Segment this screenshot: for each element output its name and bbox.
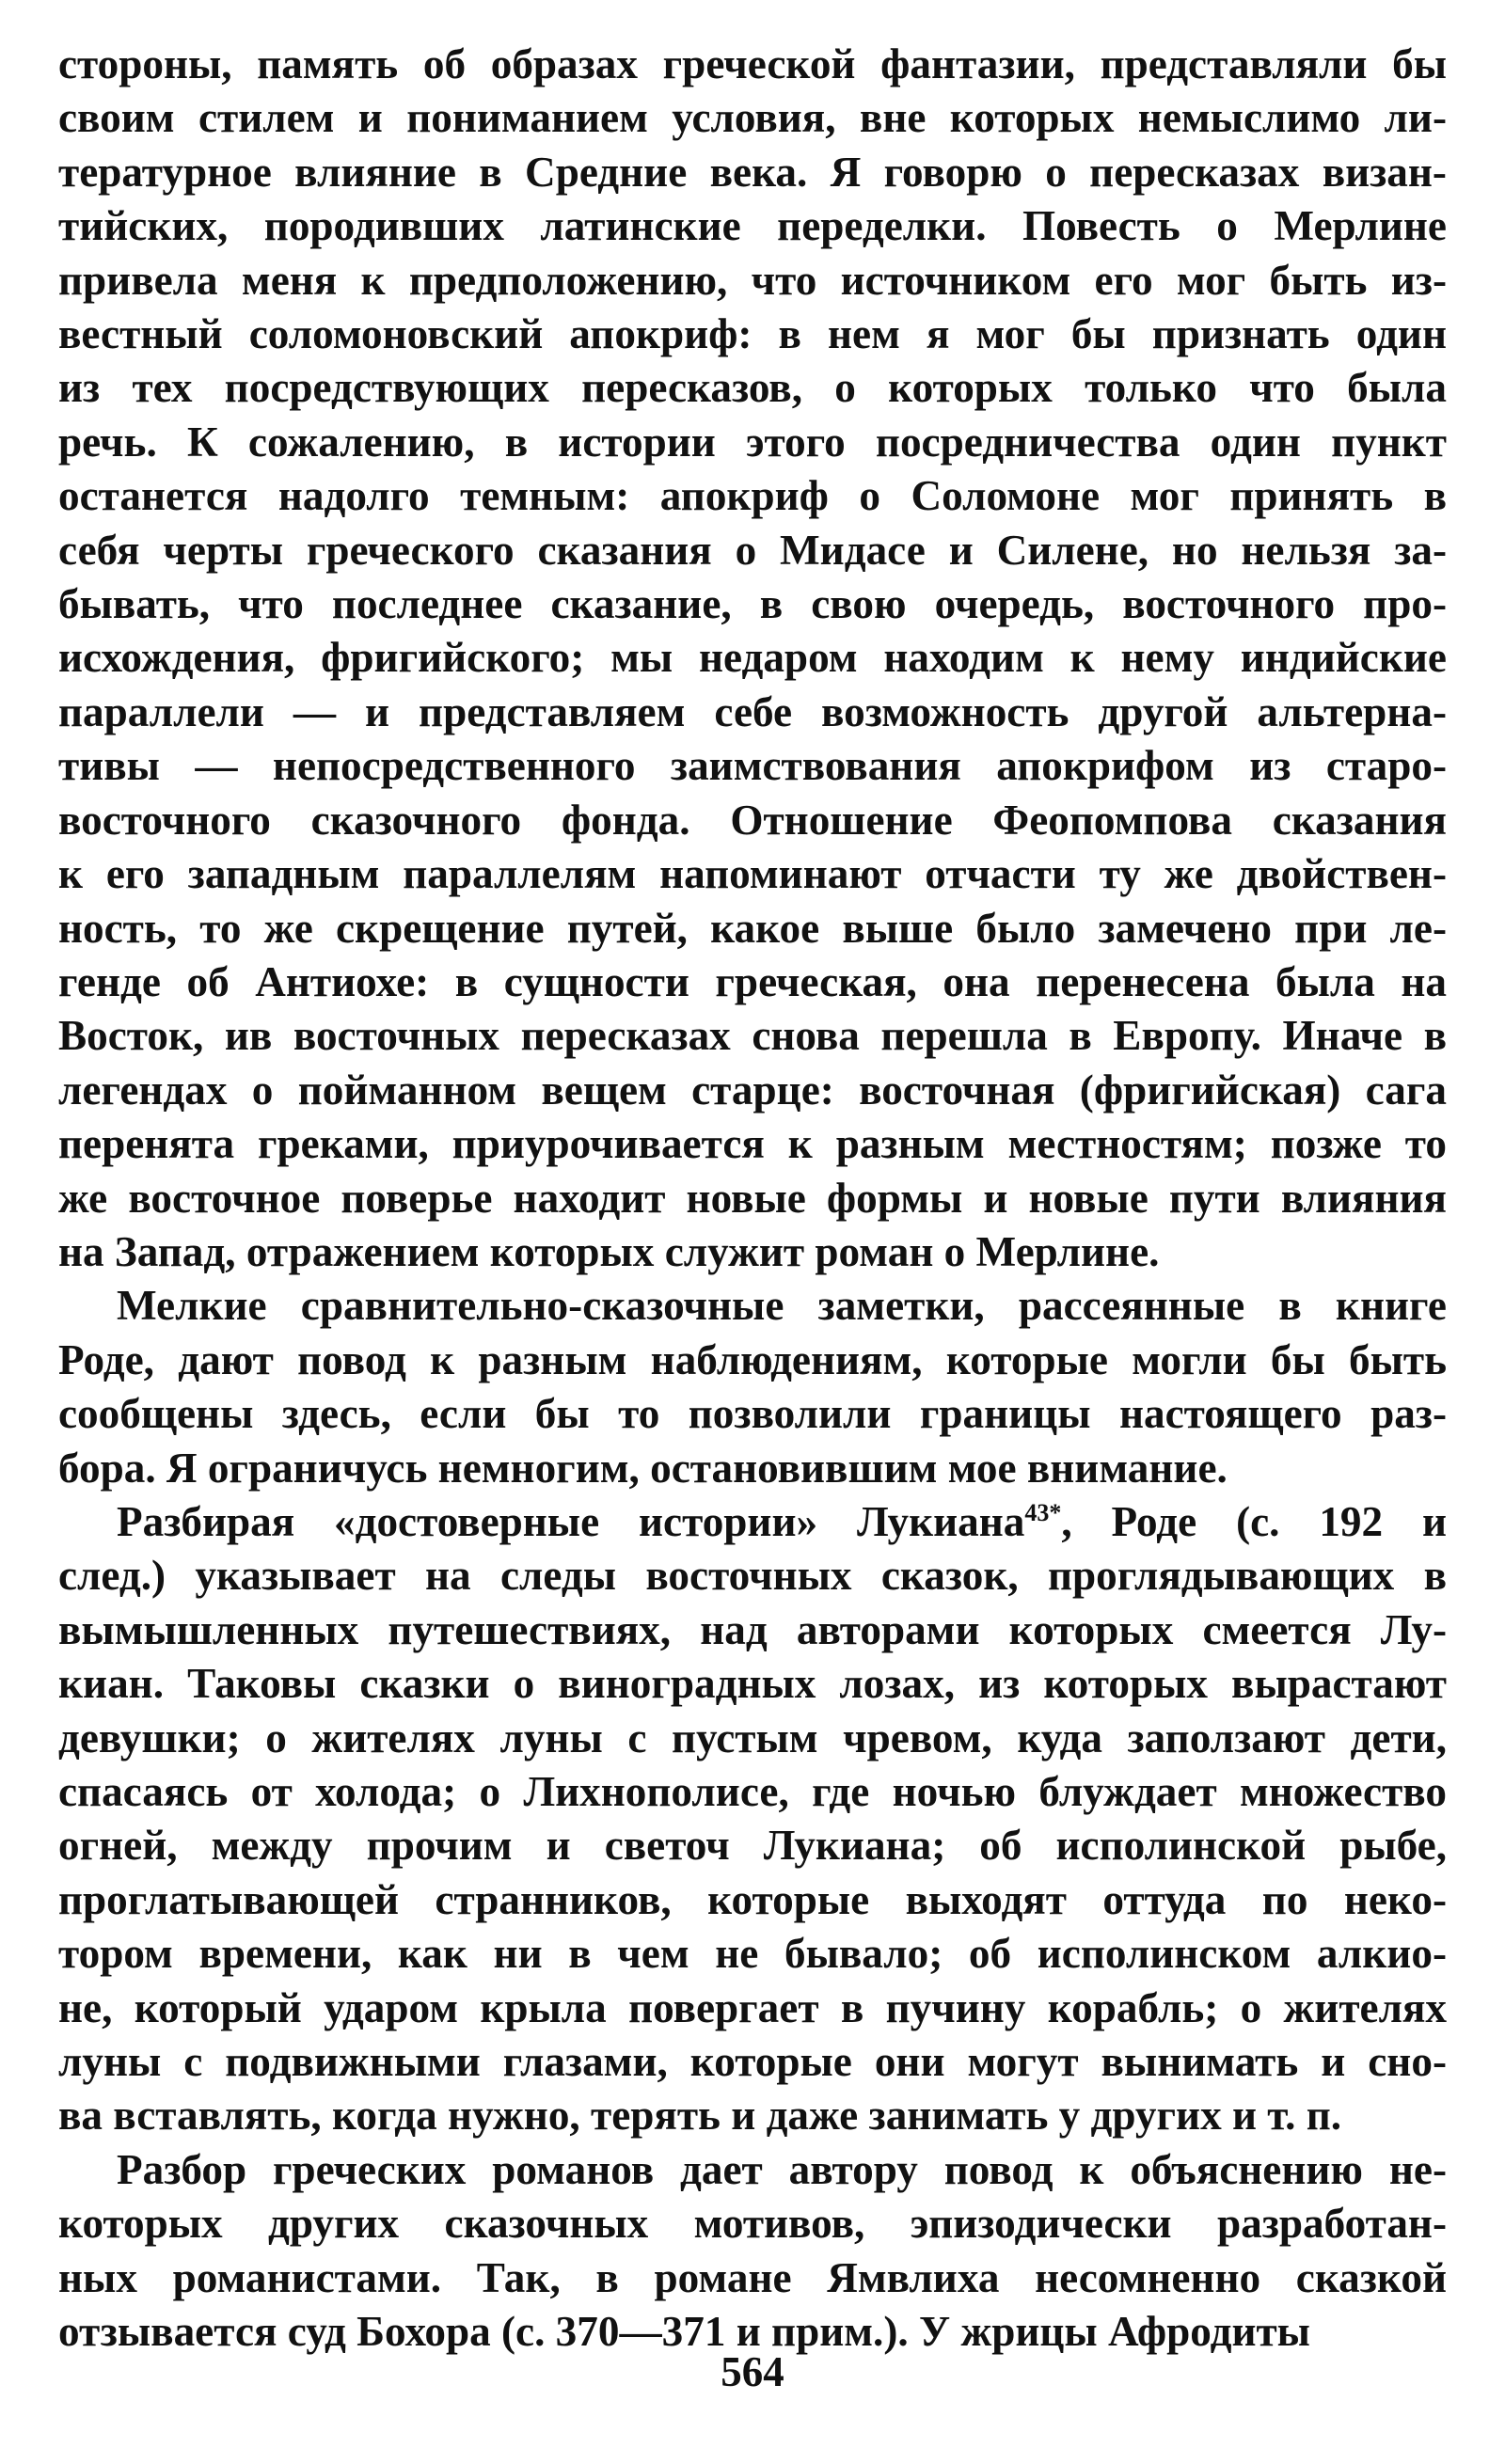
book-page <box>58 38 1447 2426</box>
text-line: к его западным параллелям напоминают отчасти ту же двойствен- <box>58 850 1447 898</box>
text-line: Разбирая «достоверные истории» Лукиана$^{43*}$, Роде (с. 192 и <box>117 1497 1447 1545</box>
text-line: перенята греками, приурочивается к разным местностям; позже то <box>58 1120 1447 1168</box>
text-line: из тех посредствующих пересказов, о которых только что была <box>58 364 1447 412</box>
text-line: киан. Таковы сказки о виноградных лозах, из которых вырастают <box>58 1660 1447 1708</box>
footnote-mark: 43* <box>1024 1498 1062 1526</box>
text-line: стороны, память об образах греческой фантазии, представляли бы <box>58 40 1447 87</box>
text-line: отзывается суд Бохора (с. 370—371 и прим.). У жрицы Афродиты <box>58 2308 1310 2356</box>
text-line: тийских, породивших латинские переделки. Повесть о Мерлине <box>58 202 1447 250</box>
text-line: ва вставлять, когда нужно, терять и даже занимать у других и т. п. <box>58 2092 1342 2140</box>
text-line: не, который ударом крыла повергает в пучину корабль; о жителях <box>58 1983 1447 2031</box>
text-line: генде об Антиохе: в сущности греческая, она перенесена была на <box>58 957 1447 1005</box>
text-line: вымышленных путешествиях, над авторами которых смеется Лу- <box>58 1605 1447 1653</box>
text-line: тературное влияние в Средние века. Я говорю о пересказах визан- <box>58 148 1447 196</box>
text-line: огней, между прочим и светоч Лукиана; об исполинской рыбе, <box>58 1822 1447 1870</box>
text-line: которых других сказочных мотивов, эпизодически разработан- <box>58 2200 1447 2248</box>
text-line: девушки; о жителях луны с пустым чревом, куда заползают дети, <box>58 1714 1447 1761</box>
text-line: тивы — непосредственного заимствования апокрифом из старо- <box>58 742 1447 790</box>
text-line: параллели — и представляем себе возможность другой альтерна- <box>58 687 1447 735</box>
text-line: Разбор греческих романов дает автору повод к объяснению не- <box>117 2145 1447 2193</box>
paragraph <box>58 38 1447 1279</box>
text-line: на Запад, отражением которых служит роман о Мерлине. <box>58 1227 1160 1275</box>
text-line: след.) указывает на следы восточных сказок, проглядывающих в <box>58 1552 1447 1600</box>
text-line: Роде, дают повод к разным наблюдениям, которые могли бы быть <box>58 1335 1447 1383</box>
text-line: же восточное поверье находит новые формы и новые пути влияния <box>58 1174 1447 1222</box>
text-line: легендах о пойманном вещем старце: восточная (фригийская) сага <box>58 1066 1447 1114</box>
paragraph <box>58 1279 1447 1495</box>
text-line: тором времени, как ни в чем не бывало; об исполинском алкио- <box>58 1930 1447 1978</box>
text-line: исхождения, фригийского; мы недаром находим к нему индийские <box>58 634 1447 682</box>
paragraph <box>58 1495 1447 2143</box>
text-line: своим стилем и пониманием условия, вне которых немыслимо ли- <box>58 94 1447 142</box>
text-line: восточного сказочного фонда. Отношение Феопомпова сказания <box>58 796 1447 844</box>
body-text <box>58 38 1447 2359</box>
text-line: спасаясь от холода; о Лихнополисе, где ночью блуждает множество <box>58 1768 1447 1815</box>
text-line: сообщены здесь, если бы то позволили границы настоящего раз- <box>58 1390 1447 1438</box>
text-line: речь. К сожалению, в истории этого посредничества один пункт <box>58 418 1447 466</box>
page-number: 564 <box>721 2348 784 2395</box>
text-line: ность, то же скрещение путей, какое выше было замечено при ле- <box>58 904 1447 952</box>
text-line: вестный соломоновский апокриф: в нем я мог бы признать один <box>58 310 1447 358</box>
text-line: останется надолго темным: апокриф о Соломоне мог принять в <box>58 472 1447 520</box>
paragraph <box>58 2143 1447 2360</box>
text-line: проглатывающей странников, которые выходят оттуда по неко- <box>58 1875 1447 1923</box>
text-line: Мелкие сравнительно-сказочные заметки, рассеянные в книге <box>117 1282 1447 1330</box>
text-line: бывать, что последнее сказание, в свою очередь, восточного про- <box>58 580 1447 628</box>
text-line: Восток, ив восточных пересказах снова перешла в Европу. Иначе в <box>58 1012 1447 1060</box>
text-line: себя черты греческого сказания о Мидасе и Силене, но нельзя за- <box>58 526 1447 574</box>
text-line: ных романистами. Так, в романе Ямвлиха несомненно сказкой <box>58 2253 1447 2301</box>
text-line: привела меня к предположению, что источником его мог быть из- <box>58 256 1447 304</box>
text-line: луны с подвижными глазами, которые они могут вынимать и сно- <box>58 2038 1447 2086</box>
text-line: бора. Я ограничусь немногим, остановившим мое внимание. <box>58 1444 1228 1492</box>
